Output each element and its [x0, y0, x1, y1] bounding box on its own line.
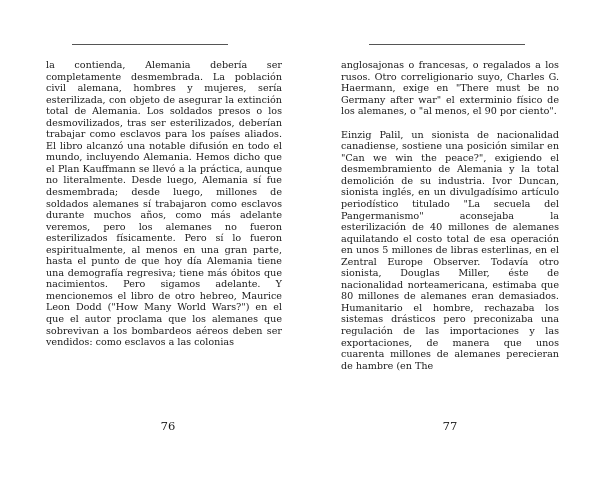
- right-page-paragraph-2: Einzig Palil, un sionista de nacionalidad canadiense, sostiene una posición similar en "Can we win the peace?", exigiendo el desmembramiento de Alemania y la total demolición de su industria. Ivor Duncan, sionista inglés, en un divulgadísimo artículo periodístico titulado "La secuela del Pangermanismo" aconsejaba la esterilización de 40 millones de alemanes aquilatando el costo total de esa operación en unos 5 millones de libras esterlinas, en el Zentral Europe Observer. Todavía otro sionista, Douglas Miller, éste de nacionalidad norteamericana, estimaba que 80 millones de alemanes eran demasiados. Humanitario el hombre, rechazaba los sistemas drásticos pero preconizaba una regulación de las importaciones y las exportaciones, de manera que unos cuarenta millones de alemanes perecieran de hambre (en The: [341, 129, 559, 372]
- page-number: 76: [160, 419, 176, 433]
- header-rule: [72, 44, 228, 45]
- right-page: [341, 0, 559, 485]
- page-number: 77: [442, 419, 458, 433]
- left-page-text: [46, 60, 282, 349]
- left-page: [46, 0, 282, 485]
- header-rule: [369, 44, 525, 45]
- right-page-paragraph-1: anglosajonas o francesas, o regalados a los rusos. Otro correligionario suyo, Charles G. Haermann, exige en "There must be no Germany after war" el exterminio físico de los alemanes, o "al menos, el 90 por ciento".: [341, 60, 559, 118]
- right-page-text: [341, 60, 559, 372]
- left-page-paragraph: la contienda, Alemania debería ser completamente desmembrada. La población civil alemana, hombres y mujeres, sería esterilizada, con objeto de asegurar la extinción total de Alemania. Los soldados presos o los desmovilizados, tras ser esterilizados, deberían trabajar como esclavos para los países aliados. El libro alcanzó una notable difusión en todo el mundo, incluyendo Alemania. Hemos dicho que el Plan Kauffmann se llevó a la práctica, aunque no literalmente. Desde luego, Alemania sí fue desmembrada; desde luego, millones de soldados alemanes sí trabajaron como esclavos durante muchos años, como más adelante veremos, pero los alemanes no fueron esterilizados físicamente. Pero sí lo fueron espiritualmente, al menos en una gran parte, hasta el punto de que hoy día Alemania tiene una demografía regresiva; tiene más óbitos que nacimientos. Pero sigamos adelante. Y mencionemos el libro de otro hebreo, Maurice Leon Dodd ("How Many World Wars?") en el que el autor proclama que los alemanes que sobrevivan a los bombardeos aéreos deben ser vendidos: como esclavos a las colonias: [46, 60, 282, 349]
